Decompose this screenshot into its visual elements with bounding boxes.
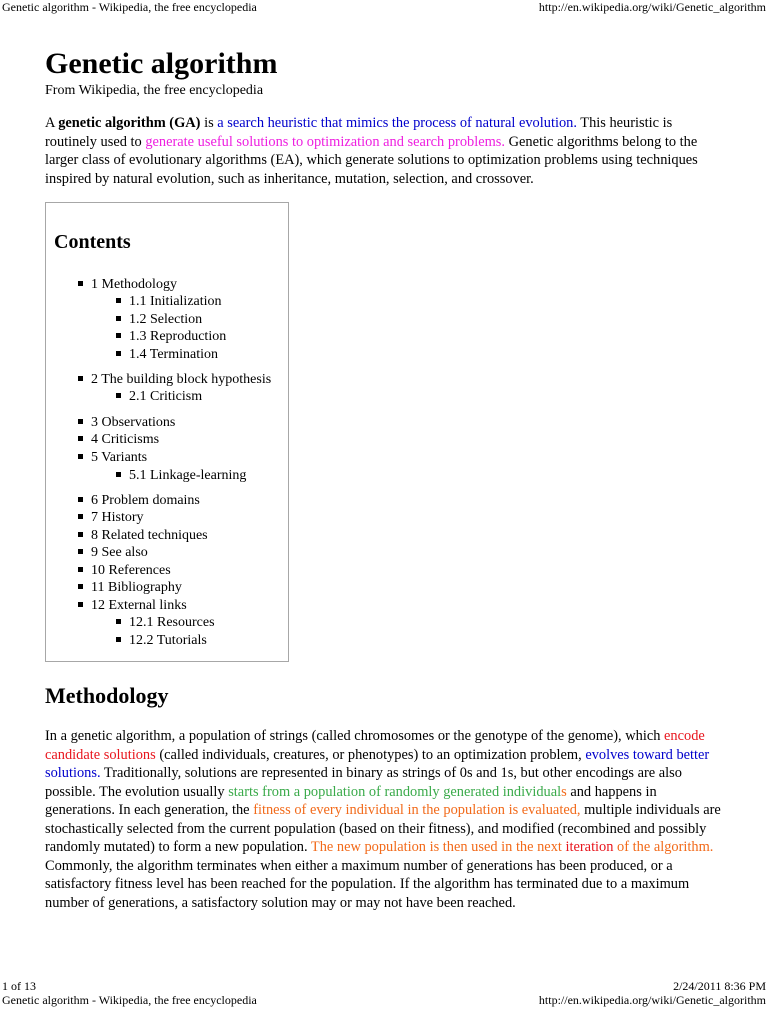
bullet-icon <box>78 497 83 502</box>
toc-item-label: 1.2 Selection <box>129 312 203 327</box>
toc-item-label: 3 Observations <box>91 415 176 430</box>
toc-item-label: 12.2 Tutorials <box>129 633 207 648</box>
toc-item[interactable] <box>78 276 177 293</box>
bullet-icon <box>116 351 121 356</box>
toc-item[interactable] <box>78 414 175 431</box>
toc-item[interactable] <box>78 492 200 509</box>
toc-item[interactable] <box>116 388 202 405</box>
bullet-icon <box>116 619 121 624</box>
toc-item-label: 4 Criticisms <box>91 432 160 447</box>
new-population-link[interactable]: The new population is then used in the next <box>310 839 566 855</box>
bullet-icon <box>116 333 121 338</box>
intro-paragraph <box>45 114 725 188</box>
page-title: Genetic algorithm <box>45 47 278 80</box>
toc-item[interactable] <box>78 579 182 596</box>
body-text: (called individuals, creatures, or phenotypes) to an optimization problem, <box>155 746 586 763</box>
bullet-icon <box>116 472 121 477</box>
toc-item-label: 11 Bibliography <box>91 580 182 595</box>
toc-item-label: 9 See also <box>91 545 148 560</box>
toc-item[interactable] <box>78 509 144 526</box>
bullet-icon <box>116 393 121 398</box>
toc-item[interactable] <box>116 311 202 328</box>
encode-candidate-solutions-link[interactable]: encode candidate solutions <box>45 728 705 763</box>
toc-item[interactable] <box>116 632 207 649</box>
body-text: Commonly, the algorithm terminates when either a maximum number of generations has been produced, or a satisfactory fitness level has been reached for the population. If the algorithm has terminated due to a maximum number of generations, a satisfactory solution may or may not have been reached. <box>45 857 690 911</box>
toc-item[interactable] <box>116 467 246 484</box>
page-number: 1 of 13 <box>2 979 36 993</box>
section-heading-methodology: Methodology <box>45 683 169 708</box>
random-population-link[interactable]: starts from a population of randomly generated individual <box>228 783 562 800</box>
toc-item[interactable] <box>116 328 226 345</box>
bullet-icon <box>78 419 83 424</box>
bullet-icon <box>78 436 83 441</box>
bullet-icon <box>116 316 121 321</box>
bullet-icon <box>116 298 121 303</box>
toc-item-label: 12.1 Resources <box>129 615 215 630</box>
header-page-title: Genetic algorithm - Wikipedia, the free encyclopedia <box>2 0 257 14</box>
bullet-icon <box>78 602 83 607</box>
toc-title: Contents <box>54 231 131 253</box>
optimization-link[interactable]: generate useful solutions to optimization and search problems. <box>145 133 506 150</box>
bullet-icon <box>78 281 83 286</box>
toc-item-label: 1.1 Initialization <box>129 294 222 309</box>
search-heuristic-link[interactable]: a search heuristic that mimics the process of natural evolution. <box>217 115 577 131</box>
toc-item-label: 2.1 Criticism <box>129 389 203 404</box>
toc-item[interactable] <box>78 527 208 544</box>
toc-item-label: 10 References <box>91 563 171 578</box>
methodology-paragraph <box>45 727 725 912</box>
toc-item-label: 1.3 Reproduction <box>129 329 227 344</box>
toc-item-label: 2 The building block hypothesis <box>91 372 272 387</box>
toc-item[interactable] <box>78 449 147 466</box>
toc-item[interactable] <box>116 614 215 631</box>
toc-item[interactable] <box>78 562 171 579</box>
toc-item[interactable] <box>116 293 222 310</box>
bullet-icon <box>78 376 83 381</box>
bullet-icon <box>116 637 121 642</box>
toc-item-label: 1.4 Termination <box>129 347 218 362</box>
intro-text: This heuristic is routinely used to <box>45 115 673 150</box>
body-text: In a genetic algorithm, a population of strings (called chromosomes or the genotype of the genome), which <box>45 728 665 744</box>
toc-item[interactable] <box>78 371 271 388</box>
table-of-contents <box>45 202 289 662</box>
intro-text: A <box>45 115 59 131</box>
toc-item-label: 5 Variants <box>91 450 148 465</box>
page-subtitle: From Wikipedia, the free encyclopedia <box>45 83 264 98</box>
random-population-link-end[interactable]: s <box>561 783 567 800</box>
bullet-icon <box>78 454 83 459</box>
bullet-icon <box>78 567 83 572</box>
print-timestamp: 2/24/2011 8:36 PM <box>673 979 766 993</box>
body-text: and happens in generations. In each generation, the <box>45 783 657 818</box>
body-text: multiple individuals are stochastically selected from the current population (based on their fitness), and modified (recombined and possibly randomly mutated) to form a new population. <box>45 802 721 855</box>
bullet-icon <box>78 532 83 537</box>
header-url: http://en.wikipedia.org/wiki/Genetic_algorithm <box>538 0 766 14</box>
toc-item-label: 12 External links <box>91 598 187 613</box>
toc-item[interactable] <box>78 544 148 561</box>
evolves-link[interactable]: evolves toward better solutions. <box>45 746 710 781</box>
footer-url: http://en.wikipedia.org/wiki/Genetic_algorithm <box>538 993 766 1007</box>
toc-item-label: 6 Problem domains <box>91 493 200 508</box>
toc-item[interactable] <box>116 346 218 363</box>
of-algorithm-link[interactable]: of the algorithm. <box>613 839 714 855</box>
bullet-icon <box>78 514 83 519</box>
bullet-icon <box>78 549 83 554</box>
fitness-evaluation-link[interactable]: fitness of every individual in the population is evaluated, <box>253 802 581 818</box>
footer-page-title: Genetic algorithm - Wikipedia, the free encyclopedia <box>2 993 257 1007</box>
toc-item-label: 1 Methodology <box>91 277 177 292</box>
toc-item-label: 5.1 Linkage-learning <box>129 468 247 483</box>
toc-item-label: 8 Related techniques <box>91 528 208 543</box>
intro-text: Genetic algorithms belong to the larger class of evolutionary algorithms (EA), which generate solutions to optimization problems using techniques inspired by natural evolution, such as inheritance, mutation, selection, and crossover. <box>45 133 698 187</box>
toc-item[interactable] <box>78 597 187 614</box>
intro-text: is <box>200 115 218 131</box>
toc-item-label: 7 History <box>91 510 144 525</box>
iteration-link[interactable]: iteration <box>565 839 614 855</box>
toc-item[interactable] <box>78 431 159 448</box>
intro-bold-term: genetic algorithm (GA) <box>58 115 201 131</box>
body-text: Traditionally, solutions are represented in binary as strings of 0s and 1s, but other encodings are also possible. The evolution usually <box>45 765 682 800</box>
bullet-icon <box>78 584 83 589</box>
